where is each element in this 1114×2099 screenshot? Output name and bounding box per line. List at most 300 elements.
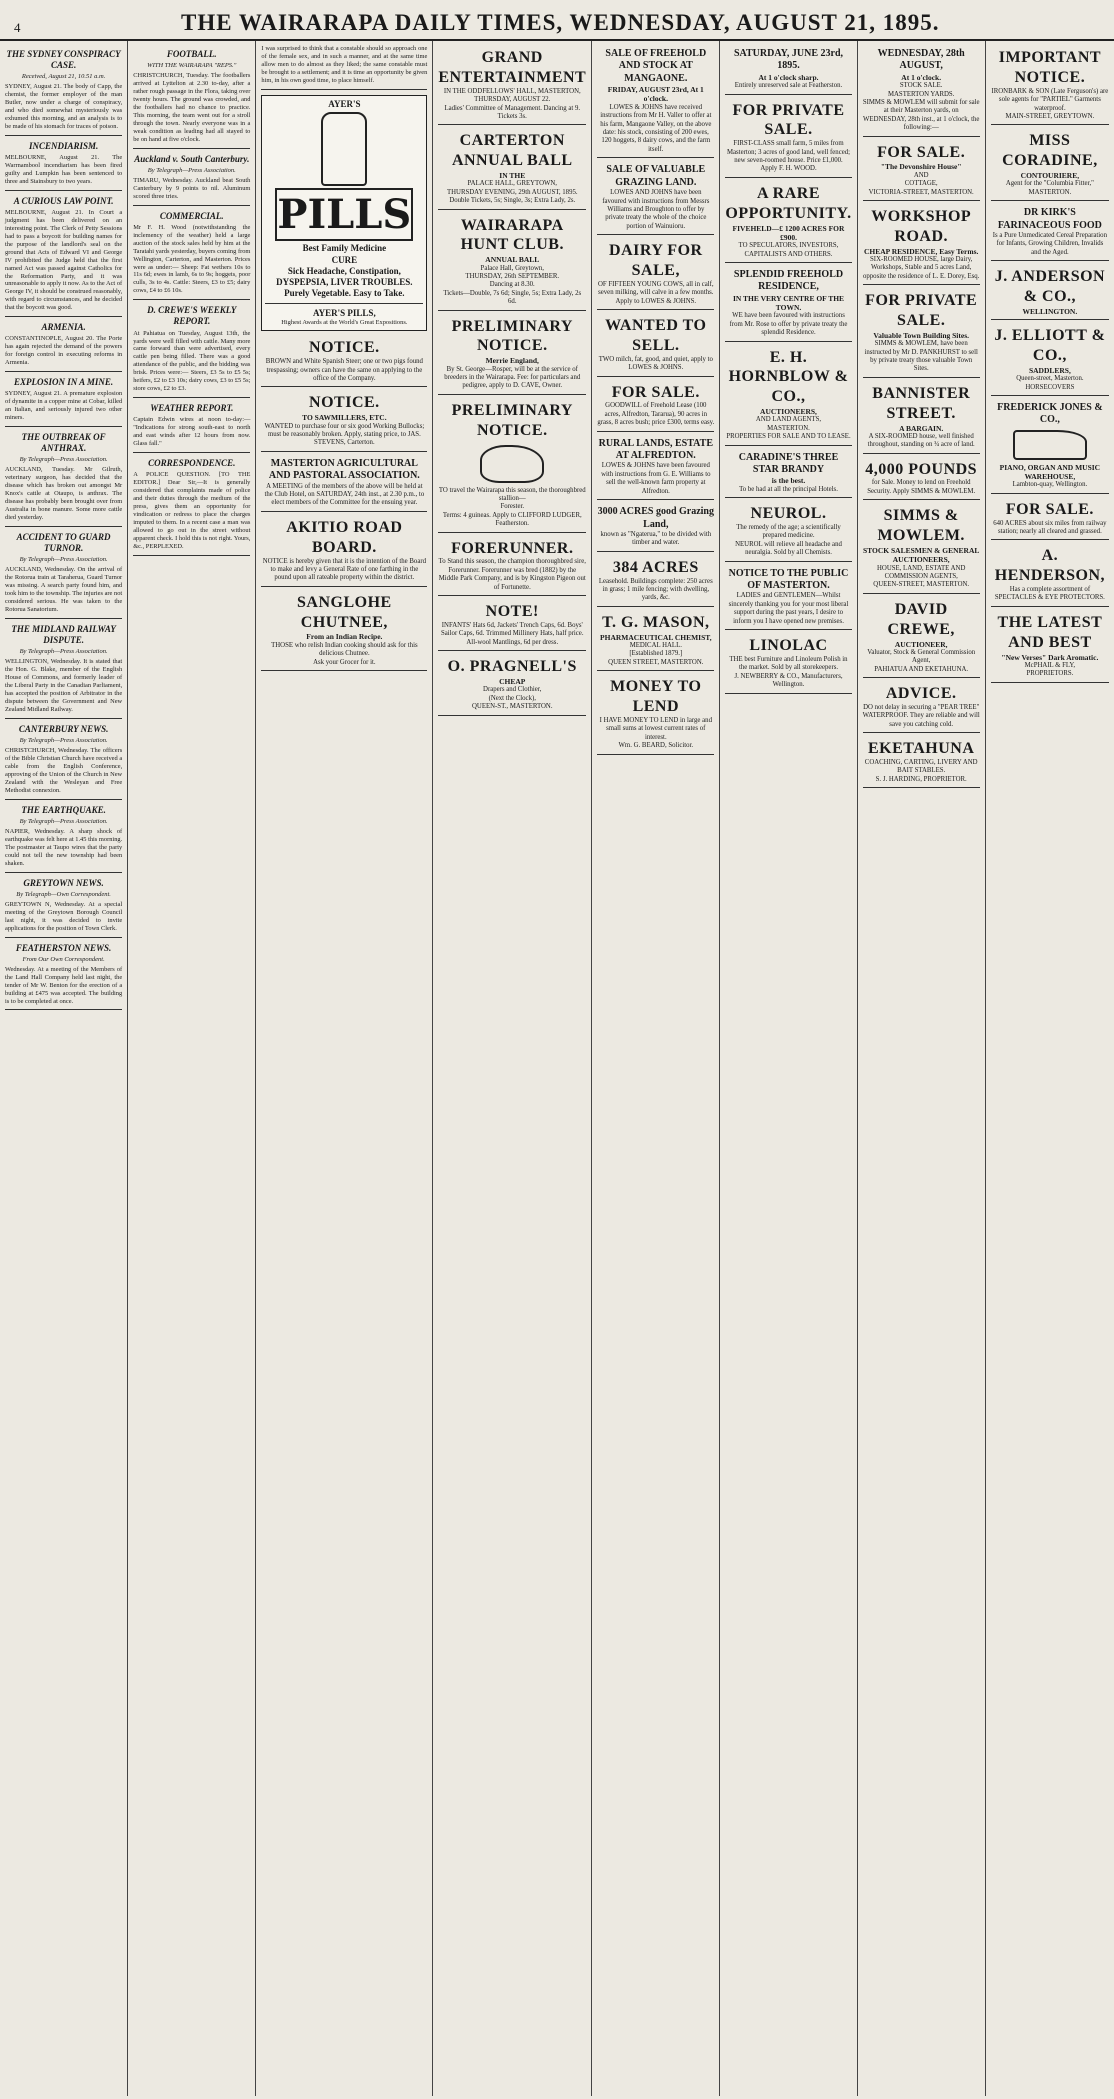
article-divider [5, 618, 122, 619]
advertisement [725, 633, 851, 694]
article-headline: ACCIDENT TO GUARD TURNOR. [16, 531, 111, 554]
ad-title: 3000 ACRES good Grazing Land, [597, 506, 714, 530]
article-dateline: By Telegraph—Own Correspondent. [16, 890, 111, 898]
ad-title: AKITIO ROAD BOARD. [286, 518, 403, 556]
advertisement [863, 204, 980, 285]
advertisement [991, 128, 1109, 201]
column-1 [0, 41, 128, 2096]
advertisement [863, 597, 980, 678]
ad-title: 384 ACRES [612, 558, 699, 576]
ayer-tail-2: Highest Awards at the World's Great Expositions. [281, 319, 408, 327]
ad-title: SALE OF FREEHOLD AND STOCK AT MANGAONE. [605, 48, 707, 84]
column-7 [858, 41, 986, 2096]
ad-line: FRIDAY, AUGUST 23rd, At 1 o'clock. [607, 85, 704, 104]
ayer-line-4: DYSPEPSIA, LIVER TROUBLES. [276, 276, 413, 287]
article-divider [133, 205, 250, 206]
ad-line: PROPRIETORS. [1026, 670, 1074, 678]
ad-title: FOR SALE. [877, 143, 966, 161]
ad-line: Forester. [500, 503, 525, 511]
article-divider [5, 371, 122, 372]
ad-line: IN THE [499, 171, 526, 180]
ad-title: EKETAHUNA [867, 740, 975, 758]
article-headline: THE OUTBREAK OF ANTHRAX. [21, 432, 106, 454]
advertisement [725, 266, 851, 342]
article-body: At Pahiatua on Tuesday, August 13th, the yards were well filled with cattle. Many more came forward than were advertised, every cattle pen being filled. There was a good attendance of the public, and the bidding was brisk. Prices were:— Steers, £3 5s to £5 5s; heifers, £2 to £3 10s; dairy cows, £3 to £5 5s; store cows, £2 to £3. [133, 329, 251, 393]
ad-line: QUEEN-STREET, MASTERTON. [873, 581, 970, 589]
ad-title: MISS CORADINE, [1002, 132, 1098, 170]
columns [0, 41, 1114, 2096]
article-dateline: By Telegraph—Press Association. [19, 456, 108, 464]
ad-line: By St. George—Rosper, will be at the service of breeders in the Wairarapa. Fee: for particulars and pedigree, apply to D. CAVE, Owner. [444, 365, 581, 390]
article [5, 724, 122, 800]
ad-title: SANGLOHE CHUTNEE, [297, 593, 392, 631]
ad-line: STOCK SALESMEN & GENERAL AUCTIONEERS, [863, 545, 980, 565]
article-divider [5, 799, 122, 800]
advertisement [863, 457, 980, 501]
article-headline: A CURIOUS LAW POINT. [13, 195, 114, 206]
ad-line: MASTERTON. [767, 424, 810, 432]
ad-line: AND [913, 171, 929, 179]
ad-line: SIMMS & MOWLEM, have been instructed by Mr D. PANKHURST to sell by private treaty those valuable Town Sites. [864, 340, 978, 373]
article-body: TIMARU, Wednesday. Auckland beat South Canterbury by 9 points to nil. Aluminum scored three tries. [133, 176, 251, 200]
article [5, 624, 122, 719]
ad-line: At 1 o'clock sharp. [758, 72, 819, 82]
ad-line: MEDICAL HALL. [629, 642, 682, 650]
article-headline: THE MIDLAND RAILWAY DISPUTE. [11, 623, 116, 646]
ad-line: IRONBARK & SON (Late Ferguson's) are sole agents for "PARTIEL" Garments waterproof. [991, 87, 1109, 112]
boot-illustration [1013, 430, 1087, 460]
ad-line: LOWES & JOHNS have received instructions from Mr H. Valler to offer at his farm, Mangaone Valley, on the above date: his stock, consisting of 200 ewes, 120 hoggets, 8 dairy cows, and the farm itself. [600, 103, 712, 153]
advertisement [438, 314, 586, 395]
ad-line: THOSE who relish Indian cooking should ask for this delicious Chutnee. [271, 641, 418, 658]
ad-line: To be had at all the principal Hotels. [739, 485, 838, 493]
article-dateline: By Telegraph—Press Association. [19, 648, 108, 656]
article-divider [5, 190, 122, 191]
advertisement [261, 515, 427, 587]
article-divider [5, 718, 122, 719]
ad-line: Wm. G. BEARD, Solicitor. [618, 742, 694, 750]
ad-line: THURSDAY EVENING, 29th AUGUST, 1895. [446, 188, 578, 196]
advertisement [863, 140, 980, 201]
article-divider [5, 872, 122, 873]
ayer-line-1: Best Family Medicine [302, 243, 387, 254]
ad-line: COACHING, CARTING, LIVERY AND BAIT STABLES. [864, 758, 978, 775]
ad-line: VICTORIA-STREET, MASTERTON. [868, 188, 974, 196]
ad-line: IN THE VERY CENTRE OF THE TOWN. [732, 293, 845, 313]
ad-line: Drapers and Clothier, [483, 686, 542, 694]
ad-line: Ladies' Committee of Management. Dancing at 9. Tickets 3s. [444, 104, 581, 120]
ad-title: PRELIMINARY NOTICE. [451, 317, 573, 355]
article-body: NAPIER, Wednesday. A sharp shock of earthquake was felt here at 1.45 this morning. The postmaster at Taupo wires that the party could not tell the new township had been shaken. [5, 827, 123, 867]
ad-line: A MEETING of the members of the above will be held at the Club Hotel, on SATURDAY, 24th inst., at 2.30 p.m., to elect members of the Committee for the ensuing year. [264, 482, 425, 507]
ad-line: known as "Ngaterua," to be divided with timber and water. [600, 530, 712, 547]
advertisement [725, 181, 851, 263]
article-headline: COMMERCIAL. [159, 210, 224, 221]
ad-line: "New Verses" Dark Aromatic. [1001, 652, 1099, 662]
article-headline: Auckland v. South Canterbury. [134, 153, 250, 164]
ad-title: FREDERICK JONES & CO., [997, 401, 1103, 426]
article-headline: THE SYDNEY CONSPIRACY CASE. [6, 49, 121, 71]
article-body: A POLICE QUESTION. [TO THE EDITOR.] Dear Sir,—It is generally considered that complaints made of police and their duties through the medium of the press, gives them an opportunity for vindication or redress to place the charges imputed to them. In a recent case a man was allowed to go out in the street without apparent check. I hold this is not right. Yours, &c., PERPLEXED. [133, 471, 251, 550]
ad-title: SATURDAY, JUNE 23rd, 1895. [733, 48, 844, 72]
ad-line: DO not delay in securing a "PEAR TREE" WATERPROOF. They are reliable and will save you catching cold. [862, 703, 980, 728]
ad-title: NOTE! [485, 603, 539, 621]
article-headline: D. CREWE'S WEEKLY REPORT. [147, 305, 237, 327]
article [5, 141, 122, 191]
ad-line: MASTERTON YARDS. [887, 90, 955, 98]
ad-line: Terms: 4 guineas. Apply to CLIFFORD LUDGER, Featherston. [442, 511, 582, 528]
advertisement [261, 590, 427, 671]
ad-line: PIANO, ORGAN AND MUSIC WAREHOUSE, [999, 462, 1101, 482]
advertisement [991, 45, 1109, 125]
ad-title: PRELIMINARY NOTICE. [451, 401, 573, 439]
article-body: MELBOURNE, August 21. In Court a judgment has been delivered on an interesting point. The Clerk of Petty Sessions had to pass a boycott for building names for the purpose of the landlord's seal on the ground that Acts of Edward VI and George IV prohibited the Judge held that the first named Act was passed against Catholics for the Reformation Party, and it was unreasonable to apply it now. As to the Act of George IV, it should be construed reasonably, with regard to circumstances, and he decided that the boycott was good. [5, 209, 123, 312]
ad-line: FIVEHELD—£ 1200 ACRES FOR £900. [732, 223, 845, 242]
ad-line: WANTED to purchase four or six good Working Bullocks; must be reasonably broken. Apply, stating price, to JAS. STEVENS, Carterton. [264, 422, 425, 447]
article-divider [133, 299, 250, 300]
article-divider [5, 426, 122, 427]
article-dateline: By Telegraph—Press Association. [19, 817, 108, 825]
article [5, 878, 122, 938]
horse-illustration [480, 445, 544, 483]
advertisement [597, 503, 714, 552]
advertisement [597, 380, 714, 432]
ad-line: for Sale. Money to lend on Freehold Security. Apply SIMMS & MOWLEM. [867, 479, 976, 495]
advertisement [725, 98, 851, 178]
ad-line: CHEAP [499, 677, 526, 687]
ad-line: The remedy of the age; a scientifically prepared medicine. [736, 523, 841, 540]
article-body: SYDNEY, August 21. A premature explosion of dynamite in a copper mine at Cobar, killed an Italian, and seriously injured two other miners. [5, 390, 123, 422]
ad-line: IN THE ODDFELLOWS' HALL, MASTERTON, THURSDAY, AUGUST 22. [443, 87, 581, 104]
ad-title: J. ANDERSON & CO., [994, 268, 1106, 306]
advertisement [597, 435, 714, 500]
advertisement [863, 381, 980, 454]
ad-line: TO SAWMILLERS, ETC. [302, 413, 387, 423]
article-headline: ARMENIA. [41, 322, 86, 333]
ad-line: PAHIATUA AND EKETAHUNA. [874, 665, 969, 673]
ad-line: THURSDAY, 26th SEPTEMBER. [465, 272, 560, 280]
advertisement [438, 128, 586, 209]
ad-line: McPHAIL & FLY, [1024, 661, 1076, 669]
article-body: Mr F. H. Wood (notwithstanding the inclemency of the weather) held a large auction of the stock sales held by him at the Taratahi yards yesterday, buyers coming from Wellington, Carterton, and Masterton. Prices were as under:— Sheep: Fat wethers 10s to 11s 6d; ewes in lamb, 6s to 9s; hoggets, poor culls, 3s to 4s. Cattle: Steers, £3 to £5; dairy cows, £4 to £6 10s. [133, 223, 251, 295]
advertisement [438, 213, 586, 311]
advertisement [438, 398, 586, 533]
ad-line: COTTAGE, [904, 180, 938, 188]
ad-line: At 1 o'clock. [901, 72, 942, 82]
article [133, 211, 250, 301]
ad-title: NOTICE TO THE PUBLIC OF MASTERTON. [728, 567, 849, 592]
ad-line: Ask your Grocer for it. [313, 658, 376, 666]
ad-title: THE LATEST AND BEST [997, 613, 1103, 651]
ad-title: WEDNESDAY, 28th AUGUST, [877, 48, 965, 72]
ad-line: TO SPECULATORS, INVESTORS, CAPITALISTS AND OTHERS. [738, 242, 839, 258]
ad-title: FOR PRIVATE SALE. [732, 101, 845, 139]
masthead [0, 0, 1114, 41]
ad-title: E. H. HORNBLOW & CO., [728, 348, 849, 406]
advertisement [438, 536, 586, 597]
article-divider [5, 937, 122, 938]
advertisement [261, 390, 427, 451]
advertisement [597, 161, 714, 235]
advertisement [725, 345, 851, 446]
advertisement [725, 501, 851, 562]
article-body: Wednesday. At a meeting of the Members of the Land Hall Company held last night, the tender of Mr W. Benton for the erection of a building at £475 was accepted. The building is to be completed at once. [5, 965, 123, 1005]
ad-line: WELLINGTON. [1022, 306, 1078, 316]
article-divider [261, 89, 427, 90]
ad-line: Entirely unreserved sale at Featherston. [734, 82, 843, 90]
ad-line: OF FIFTEEN YOUNG COWS, all in calf, seven milking, will calve in a few months. Apply to LOWES & JOHNS. [597, 280, 714, 305]
ad-line: Double Tickets, 5s; Single, 3s; Extra Lady, 2s. [449, 197, 576, 205]
ad-line: NOTICE is hereby given that it is the intention of the Board to make and levy a General Rate of one farthing in the pound upon all rateable property within the district. [262, 557, 426, 582]
article-dateline: From Our Own Correspondent. [22, 955, 105, 963]
article-divider [133, 452, 250, 453]
article-divider [133, 397, 250, 398]
ad-line: PHARMACEUTICAL CHEMIST, [600, 632, 712, 642]
ad-line: WE have been favoured with instructions from Mr. Rose to offer by private treaty the splendid Residence. [729, 312, 848, 337]
ad-line: QUEEN-ST., MASTERTON. [472, 703, 553, 711]
ad-title: DAVID CREWE, [887, 600, 955, 638]
article-divider [5, 316, 122, 317]
article-dateline: WITH THE WAIRARAPA "REPS." [147, 62, 237, 70]
column-2 [128, 41, 256, 2096]
ad-title: ADVICE. [885, 685, 957, 703]
article-body: Captain Edwin wires at noon to-day:— "Indications for strong south-east to north and east winds after 12 hours from now. Glass fall." [133, 416, 251, 448]
article [5, 805, 122, 873]
article-divider [5, 526, 122, 527]
column-4 [433, 41, 592, 2096]
ad-title: MASTERTON AGRICULTURAL AND PASTORAL ASSOCIATION. [268, 457, 420, 482]
ad-line: PROPERTIES FOR SALE AND TO LEASE. [726, 433, 851, 441]
ayer-word: PILLS [275, 188, 413, 242]
article-headline: FEATHERSTON NEWS. [15, 942, 112, 953]
ad-line: FIRST-CLASS small farm, 5 miles from Masterton; 3 acres of good land, well fenced; new seven-roomed house. Price £1,000. Apply F. H. WOOD. [726, 140, 851, 173]
ad-title: O. PRAGNELL'S [447, 658, 577, 676]
ad-line: HOUSE, LAND, ESTATE AND COMMISSION AGENTS, [877, 564, 966, 580]
ad-line: Palace Hall, Greytown, [480, 264, 544, 272]
article-body: MELBOURNE, August 21. The Warrnambool incendiarism has been fired guilty and Lumpkin has been sentenced to three and Stainsbury to two years. [5, 154, 123, 185]
article [5, 322, 122, 372]
advertisement [725, 45, 851, 95]
ayer-line-3: Sick Headache, Constipation, [287, 265, 401, 276]
article-body: WELLINGTON, Wednesday. It is stated that the Hon. G. Blake, member of the English House of Commons, and formerly leader of the Liberal Party in the Canadian Parliament, has accepted the position of Arbitrator in the dispute between the Government and New Zealand Midland Railway. [5, 658, 123, 713]
ad-line: BROWN and White Spanish Steer; one or two pigs found trespassing; owners can have the same on applying to the office of the Company. [265, 358, 423, 382]
ad-line: MAIN-STREET, GREYTOWN. [1005, 112, 1095, 120]
advertisement [438, 45, 586, 125]
advertisement [438, 599, 586, 651]
ad-title: WANTED TO SELL. [605, 317, 707, 354]
article [5, 196, 122, 317]
ad-line: Lambton-quay, Wellington. [1012, 481, 1088, 489]
ad-line: MASTERTON. [1028, 188, 1072, 196]
advertisement [863, 681, 980, 733]
advertisement [597, 45, 714, 158]
article [5, 432, 122, 527]
ayer-line-2: CURE [331, 254, 358, 265]
article-divider [133, 555, 250, 556]
ayer-tail: AYER'S PILLS, [313, 308, 376, 319]
article-divider [133, 148, 250, 149]
ad-line: Merrie England, [485, 356, 539, 366]
ad-line: STOCK SALE. [899, 82, 943, 90]
ad-title: IMPORTANT NOTICE. [998, 49, 1102, 86]
advertisement [725, 565, 851, 630]
ad-line: CONTOURIERE, [1020, 171, 1080, 180]
ad-line: Queen-street, Masterton. [1016, 375, 1084, 383]
ayer-line-5: Purely Vegetable. Easy to Take. [284, 288, 405, 299]
ad-title: SPLENDID FREEHOLD RESIDENCE, [733, 268, 844, 293]
advertisement [597, 555, 714, 607]
ad-line: A BARGAIN. [899, 423, 944, 433]
ad-line: To Stand this season, the champion thoroughbred sire, Forerunner. Forerunner was bred (1882) by the Middle Park Company, and is by Kingston Pigeon out of Fortunette. [438, 558, 586, 591]
advertisement [597, 674, 714, 754]
ad-line: LOWES AND JOHNS have been favoured with instructions from Messrs Williams and Broughton to offer by private treaty the whole of the choice portion of Wainuioru. [602, 189, 710, 230]
ad-line: PALACE HALL, GREYTOWN, [467, 180, 558, 188]
ayers-pills-ad [261, 95, 427, 332]
article-body: AUCKLAND, Wednesday. On the arrival of the Rotorua train at Taraherua, Guard Turnor was missing. A search party found him, and took him to the township. The injuries are not considered serious. He was taken to the Rotorua Sanatorium. [5, 566, 123, 614]
ad-line: CHEAP RESIDENCE, Easy Terms. [863, 246, 979, 256]
ad-line: Dancing at 8.30. [489, 281, 535, 289]
ayer-title: AYER'S [328, 98, 361, 109]
article [261, 45, 427, 90]
page-number: 4 [14, 20, 21, 35]
article-headline: THE EARTHQUAKE. [21, 804, 106, 815]
article-headline: WEATHER REPORT. [150, 403, 234, 414]
article-headline: CORRESPONDENCE. [148, 457, 236, 468]
ad-line: "The Devonshire House" [880, 162, 962, 172]
advertisement [991, 610, 1109, 683]
article-headline: INCENDIARISM. [28, 140, 99, 151]
ad-title: NOTICE. [309, 339, 380, 357]
article [133, 154, 250, 206]
column-3 [256, 41, 433, 2096]
ad-line: I HAVE MONEY TO LEND in large and small sums at lowest current rates of interest. [599, 716, 712, 741]
ad-title: FOR SALE. [611, 383, 700, 401]
ad-line: Has a complete assortment of SPECTACLES & EYE PROTECTORS. [994, 586, 1105, 602]
ad-title: FORERUNNER. [451, 539, 574, 557]
advertisement [863, 503, 980, 594]
ad-line: ANNUAL BALL [485, 255, 540, 265]
article [133, 49, 250, 149]
article [5, 943, 122, 1011]
ad-line: A SIX-ROOMED house, well finished throughout, standing on ¾ acre of land. [867, 432, 975, 449]
advertisement [863, 45, 980, 137]
ad-line: J. NEWBERRY & CO., Manufacturers, Wellington. [734, 672, 843, 689]
article-dateline: By Telegraph—Press Association. [19, 556, 108, 564]
article-body: GREYTOWN N, Wednesday. At a special meeting of the Greytown Borough Council last night, it was decided to invite applications for the position of Town Clerk. [5, 900, 123, 932]
article-headline: FOOTBALL. [166, 49, 217, 59]
advertisement [991, 264, 1109, 320]
pill-bottle-icon [321, 112, 367, 186]
ad-title: BANNISTER STREET. [872, 384, 971, 422]
ad-line: Tickets—Double, 7s 6d; Single, 5s; Extra Lady, 2s 6d. [443, 289, 582, 306]
ad-line: THE best Furniture and Linoleum Polish in the market. Sold by all storekeepers. [729, 655, 848, 672]
ad-title: RURAL LANDS, ESTATE AT ALFREDTON. [598, 437, 713, 462]
ad-line: Leasehold. Buildings complete: 250 acres in grass; 1 mile fencing; with dwelling, yards, &c. [598, 577, 713, 602]
ad-line: Valuable Town Building Sites. [873, 330, 969, 340]
ad-line: TWO milch, fat, good, and quiet, apply to LOWES & JOHNS. [598, 355, 713, 372]
ad-title: NEUROL. [750, 505, 827, 523]
ad-line: SADDLERS, [1028, 365, 1071, 375]
ad-line: QUEEN STREET, MASTERTON. [608, 658, 704, 666]
advertisement [991, 204, 1109, 261]
ad-title: MONEY TO LEND [610, 678, 702, 716]
ad-title: FOR SALE. [1005, 500, 1094, 518]
advertisement [261, 455, 427, 512]
ad-line: AUCTIONEER, [894, 639, 948, 649]
ad-title: DR KIRK'S FARINACEOUS FOOD [997, 207, 1102, 231]
advertisement [991, 323, 1109, 396]
ad-line: Valuator, Stock & General Commission Agent, [867, 648, 976, 665]
article-body: SYDNEY, August 21. The body of Capp, the chemist, the former employer of the man Butler, now under a charge of conspiracy, and who died somewhat mysteriously was exhumed this morning, and an analysis is to be made of his stomach for traces of poison. [5, 83, 123, 131]
ad-line: LOWES & JOHNS have been favoured with instructions from G. E. Williams to sell the well-known farm property at Alfredton. [601, 462, 711, 495]
column-8 [986, 41, 1114, 2096]
ad-line: is the best. [771, 476, 806, 486]
ad-line: Is a Pure Unmedicated Cereal Preparation for Infants, Growing Children, Invalids and the Aged. [992, 231, 1107, 256]
article [133, 403, 250, 453]
advertisement [597, 313, 714, 377]
ad-line: INFANTS' Hats 6d, Jackets' Trench Caps, 6d. Boys' Sailor Caps, 6d. Trimmed Millinery Hats, half price. All-wool Mantlings, 6d per dress. [440, 621, 584, 646]
ad-title: A. HENDERSON, [994, 547, 1106, 585]
advertisement [597, 610, 714, 671]
ad-line: TO travel the Wairarapa this season, the thoroughbred stallion— [438, 486, 586, 502]
article [5, 532, 122, 619]
article-headline: CANTERBURY NEWS. [18, 723, 109, 734]
ad-title: FOR PRIVATE SALE. [865, 292, 978, 330]
article-body: CONSTANTINOPLE, August 20. The Porte has again rejected the demand of the powers for foreign control in executing reforms in Armenia. [5, 335, 123, 367]
ad-title: GRAND ENTERTAINMENT [438, 49, 587, 86]
article-body: AUCKLAND, Tuesday. Mr Gilruth, veterinary surgeon, has decided that the disease which has broken out amongst Mr Knox's cattle at Otaupo, is anthrax. The disease has probably been brought over from Australia in bone manure. Some more cattle died yesterday. [5, 466, 123, 522]
ad-title: 4,000 POUNDS [865, 460, 978, 478]
article-divider [5, 135, 122, 136]
ad-title: J. ELLIOTT & CO., [994, 327, 1106, 364]
article-body: I was surprised to think that a constable should so approach one of the female sex, and in such a manner, and at the same time allow men to do almost as they liked; the same constable must be brought to a settlement; and it is time an opportunity be given him, in his own good time, to place himself. [261, 45, 428, 84]
ad-line: GOODWILL of Freehold Lease (100 acres, Alfredton, Tararua), 90 acres in grass, 8 acres bush; price £300, terms easy. [597, 402, 715, 427]
ad-title: WAIRARAPA HUNT CLUB. [460, 216, 564, 254]
ad-line: SIX-ROOMED HOUSE, large Dairy, Workshops, Stable and 5 acres Land, opposite the residence of L. E. Dorey, Esq. [862, 255, 980, 280]
article-headline: GREYTOWN NEWS. [23, 877, 104, 888]
ad-title: SIMMS & MOWLEM. [877, 507, 965, 545]
newspaper-title: THE WAIRARAPA DAILY TIMES, WEDNESDAY, AUGUST 21, 1895. [181, 10, 940, 35]
ad-line: SIMMS & MOWLEM will submit for sale at their Masterton yards, on WEDNESDAY, 28th inst., at 1 o'clock, the following:— [862, 98, 980, 132]
article-dateline: By Telegraph—Press Association. [147, 166, 236, 174]
advertisement [261, 335, 427, 387]
ad-line: 640 ACRES about six miles from railway station; nearly all cleared and grassed. [993, 519, 1107, 535]
article-dateline: By Telegraph—Press Association. [19, 737, 108, 745]
ad-line: From an Indian Recipe. [306, 632, 383, 642]
advertisement [725, 449, 851, 499]
ad-title: T. G. MASON, [602, 613, 710, 631]
ad-title: SALE OF VALUABLE GRAZING LAND. [606, 164, 706, 188]
column-6 [720, 41, 857, 2096]
ad-line: S. J. HARDING, PROPRIETOR. [875, 775, 967, 783]
article-divider [5, 1009, 122, 1010]
ad-title: CARTERTON ANNUAL BALL [451, 132, 573, 170]
ad-line: Agent for the "Columbia Fitter," [1005, 180, 1094, 188]
advertisement [438, 654, 586, 715]
ad-title: LINOLAC [749, 637, 828, 655]
article [5, 377, 122, 427]
article [5, 49, 122, 136]
ad-line: NEUROL will relieve all headache and neuralgia. Sold by all Chemists. [735, 540, 842, 557]
advertisement [991, 543, 1109, 607]
article-body: CHRISTCHURCH, Tuesday. The footballers arrived at Lyttelton at 2.30 to-day, after a rather rough passage in the Flora, taking over twenty hours. The ground was crowded, and the footballers had no chance to practice. This morning, the team went out for a stroll through the town. Nearly everyone was in a weak condition as leading had all stayed to be on hand at five o'clock. [133, 72, 251, 143]
advertisement [597, 238, 714, 310]
advertisement [991, 497, 1109, 541]
ad-line: HORSECOVERS [1025, 383, 1075, 391]
article-headline: EXPLOSION IN A MINE. [13, 377, 114, 388]
article-body: CHRISTCHURCH, Wednesday. The officers of the Bible Christian Church have received a cable from the English Conference, approving of the Union of the Church in New Zealand with the Wesleyan and Free Methodist connexion. [5, 747, 123, 794]
article [133, 458, 250, 556]
